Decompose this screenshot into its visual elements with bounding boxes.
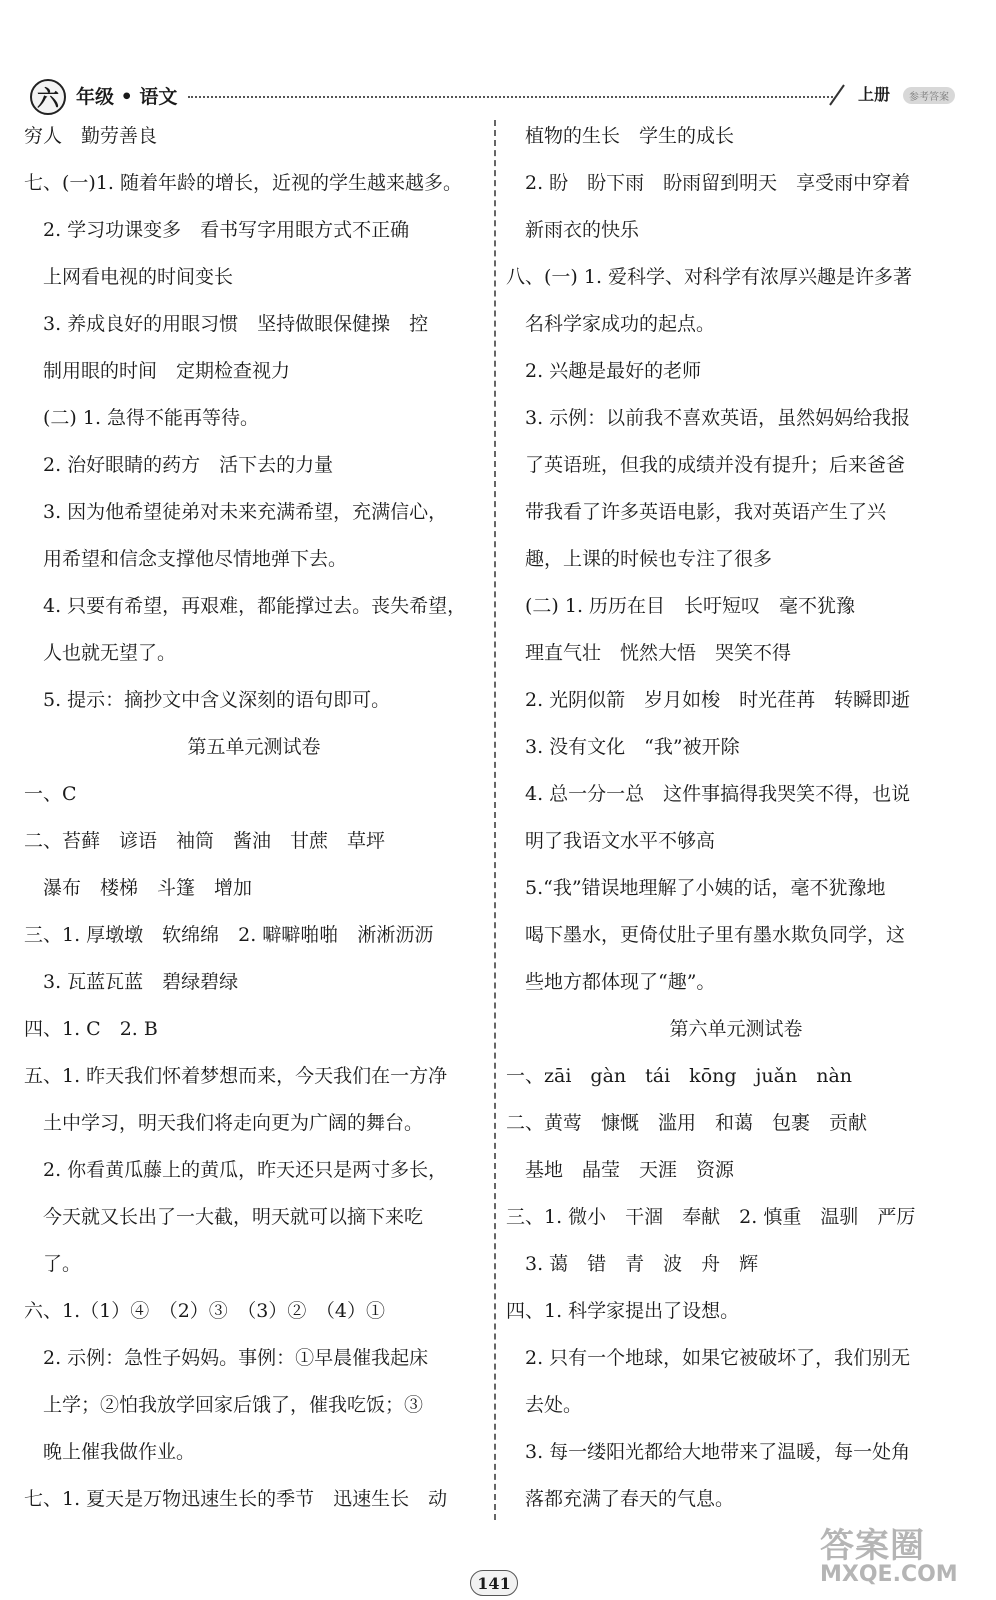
answer-line: 些地方都体现了“趣”。 [506,971,716,993]
answer-line: 二、苔藓 谚语 袖筒 酱油 甘蔗 草坪 [24,830,386,852]
column-divider [494,120,496,1520]
header-dotted-line [188,96,833,98]
answer-line: 新雨衣的快乐 [506,219,640,241]
right-column [506,113,966,1523]
answer-line: 四、1. C 2. B [24,1018,158,1040]
answer-line: 今天就又长出了一大截，明天就可以摘下来吃 [24,1206,424,1228]
answer-line: 3. 养成良好的用眼习惯 坚持做眼保健操 控 [24,313,429,335]
answer-line: 喝下墨水，更倚仗肚子里有墨水欺负同学，这 [506,924,906,946]
answer-line: 七、1. 夏天是万物迅速生长的季节 迅速生长 动 [24,1488,448,1510]
answer-line: 八、(一) 1. 爱科学、对科学有浓厚兴趣是许多著 [506,266,913,288]
answer-line: 理直气壮 恍然大悟 哭笑不得 [506,642,792,664]
answer-line: 三、1. 厚墩墩 软绵绵 2. 噼噼啪啪 淅淅沥沥 [24,924,434,946]
volume-label: 上册 [858,85,891,104]
grade-badge: 六 [30,79,66,115]
section-title-unit-6: 第六单元测试卷 [669,1018,803,1040]
answer-line: 土中学习，明天我们将走向更为广阔的舞台。 [24,1112,424,1134]
subject-label: 年级 • 语文 [76,86,178,108]
answer-line: 制用眼的时间 定期检查视力 [24,360,291,382]
answer-line: 四、1. 科学家提出了设想。 [506,1300,740,1322]
answer-line: 二、黄莺 慷慨 滥用 和蔼 包裹 贡献 [506,1112,868,1134]
answer-line: 2. 示例：急性子妈妈。事例：①早晨催我起床 [24,1347,429,1369]
answer-line: 3. 每一缕阳光都给大地带来了温暖，每一处角 [506,1441,911,1463]
answer-line: 一、zāi gàn tái kōng juǎn nàn [506,1065,853,1087]
answer-line: 5. 提示：摘抄文中含义深刻的语句即可。 [24,689,391,711]
answer-line: 瀑布 楼梯 斗篷 增加 [24,877,253,899]
answer-line: 2. 盼 盼下雨 盼雨留到明天 享受雨中穿着 [506,172,911,194]
answer-line: 2. 你看黄瓜藤上的黄瓜，昨天还只是两寸多长， [24,1159,448,1181]
answer-line: 落都充满了春天的气息。 [506,1488,735,1510]
answer-key-badge: 参考答案 [903,87,955,104]
watermark-url: MXQE.COM [820,1562,958,1587]
answer-line: 三、1. 微小 干涸 奉献 2. 慎重 温驯 严厉 [506,1206,916,1228]
answer-line: 3. 蔼 错 青 波 舟 辉 [506,1253,759,1275]
answer-line: 2. 光阴似箭 岁月如梭 时光荏苒 转瞬即逝 [506,689,911,711]
answer-line: 上学；②怕我放学回家后饿了，催我吃饭；③ [24,1394,424,1416]
section-title-unit-5: 第五单元测试卷 [187,736,321,758]
answer-line: 明了我语文水平不够高 [506,830,716,852]
answer-line: 了。 [24,1253,82,1275]
answer-line: 六、1.（1）④ （2）③ （3）② （4）① [24,1300,385,1322]
answer-line: 3. 因为他希望徒弟对未来充满希望，充满信心， [24,501,448,523]
answer-line: 上网看电视的时间变长 [24,266,234,288]
answer-line: 3. 没有文化 “我”被开除 [506,736,740,758]
answer-line: 2. 只有一个地球，如果它被破坏了，我们别无 [506,1347,911,1369]
answer-line: 5.“我”错误地理解了小姨的话，毫不犹豫地 [506,877,886,899]
watermark-logo: 答案圈 [820,1526,925,1566]
answer-line: 五、1. 昨天我们怀着梦想而来，今天我们在一方净 [24,1065,448,1087]
answer-line: 穷人 勤劳善良 [24,125,158,147]
answer-line: 2. 学习功课变多 看书写字用眼方式不正确 [24,219,410,241]
answer-line: (二) 1. 急得不能再等待。 [24,407,260,429]
answer-line: 人也就无望了。 [24,642,177,664]
page-header [0,0,996,115]
answer-line: 七、(一)1. 随着年龄的增长，近视的学生越来越多。 [24,172,462,194]
page-number: 141 [470,1570,518,1596]
answer-line: 用希望和信念支撑他尽情地弹下去。 [24,548,348,570]
answer-line: (二) 1. 历历在目 长吁短叹 毫不犹豫 [506,595,856,617]
answer-line: 晚上催我做作业。 [24,1441,196,1463]
answer-line: 4. 总一分一总 这件事搞得我哭笑不得，也说 [506,783,911,805]
answer-line: 3. 瓦蓝瓦蓝 碧绿碧绿 [24,971,239,993]
answer-line: 了英语班，但我的成绩并没有提升；后来爸爸 [506,454,906,476]
answer-line: 一、C [24,783,77,805]
header-slash-icon [828,83,846,107]
answer-line: 2. 兴趣是最好的老师 [506,360,702,382]
answer-line: 带我看了许多英语电影，我对英语产生了兴 [506,501,887,523]
answer-line: 4. 只要有希望，再艰难，都能撑过去。丧失希望， [24,595,467,617]
left-column [24,113,484,1523]
answer-line: 基地 晶莹 天涯 资源 [506,1159,735,1181]
answer-line: 名科学家成功的起点。 [506,313,716,335]
answer-line: 植物的生长 学生的成长 [506,125,735,147]
answer-line: 趣，上课的时候也专注了很多 [506,548,773,570]
answer-line: 去处。 [506,1394,583,1416]
answer-line: 3. 示例：以前我不喜欢英语，虽然妈妈给我报 [506,407,911,429]
answer-line: 2. 治好眼睛的药方 活下去的力量 [24,454,334,476]
